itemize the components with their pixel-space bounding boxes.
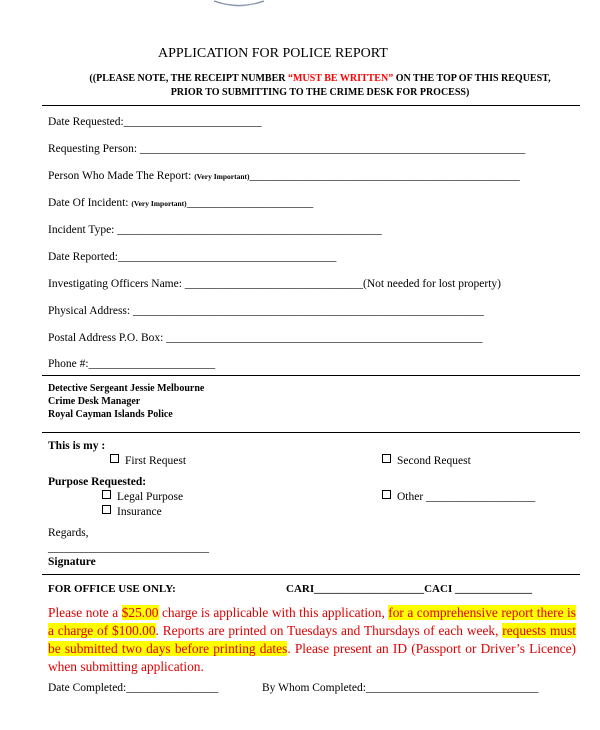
office-use-label: FOR OFFICE USE ONLY: [48,583,176,595]
submission-deadline-highlight: requests must be submitted two days before printing dates [48,623,576,656]
cari-caci-field[interactable]: CARI____________________CACI ______________ [286,583,532,595]
incident-type-field[interactable]: Incident Type: ______________________________________________ [48,224,382,236]
charges-notice: Please note a $25.00 charge is applicable with this application, for a comprehensive report there is a charge of $100.00. Reports are printed on Tuesdays and Thursdays of each week, requests must be submitted two days before printing dates. Please present an ID (Passport or Driver’s Licence) when submitting application. [48,605,576,674]
divider [42,375,580,376]
form-title: APPLICATION FOR POLICE REPORT [158,46,388,61]
other-purpose-option[interactable]: Other ___________________ [382,490,535,503]
checkbox-icon[interactable] [102,490,111,499]
physical-address-field[interactable]: Physical Address: _____________________________________________________________ [48,305,484,317]
date-requested-field[interactable]: Date Requested:________________________ [48,116,262,128]
date-of-incident-field[interactable]: Date Of Incident: (Very Important)______________________ [48,197,314,209]
date-completed-field[interactable]: Date Completed:________________ [48,682,219,694]
checkbox-icon[interactable] [102,505,111,514]
signature-label: Signature [48,556,96,568]
comprehensive-charge-highlight: for a comprehensive report there is a charge of $100.00 [48,605,576,638]
second-request-option[interactable]: Second Request [382,454,471,467]
date-reported-field[interactable]: Date Reported:______________________________________ [48,251,337,263]
purpose-requested-label: Purpose Requested: [48,476,147,488]
phone-field[interactable]: Phone #:______________________ [48,358,216,370]
charge-25-highlight: $25.00 [121,605,159,620]
divider [42,105,580,106]
checkbox-icon[interactable] [382,490,391,499]
postal-address-field[interactable]: Postal Address P.O. Box: _______________________________________________________ [48,332,483,344]
first-request-option[interactable]: First Request [110,454,186,467]
this-is-my-label: This is my : [48,440,106,452]
legal-purpose-option[interactable]: Legal Purpose [102,490,183,503]
divider [42,432,580,433]
insurance-option[interactable]: Insurance [102,505,162,518]
must-be-written-emphasis: “MUST BE WRITTEN” [287,73,394,84]
requesting-person-field[interactable]: Requesting Person: ___________________________________________________________________ [48,143,526,155]
receipt-note-line2: PRIOR TO SUBMITTING TO THE CRIME DESK FOR PROCESS) [170,87,470,98]
regards-label: Regards, [48,527,89,539]
receipt-note-line1: ((PLEASE NOTE, THE RECEIPT NUMBER “MUST BE WRITTEN” ON THE TOP OF THIS REQUEST, [89,73,551,84]
by-whom-completed-field[interactable]: By Whom Completed:______________________________ [262,682,539,694]
investigating-officers-field[interactable]: Investigating Officers Name: _______________________________(Not needed for lost property) [48,278,501,290]
signature-line[interactable]: ____________________________ [48,542,209,554]
divider [42,574,580,575]
checkbox-icon[interactable] [382,454,391,463]
person-who-made-report-field[interactable]: Person Who Made The Report: (Very Important)_______________________________________________ [48,170,520,182]
police-crest-icon [212,0,266,8]
checkbox-icon[interactable] [110,454,119,463]
addressee-block: Detective Sergeant Jessie Melbourne Crime Desk Manager Royal Cayman Islands Police [48,383,205,420]
